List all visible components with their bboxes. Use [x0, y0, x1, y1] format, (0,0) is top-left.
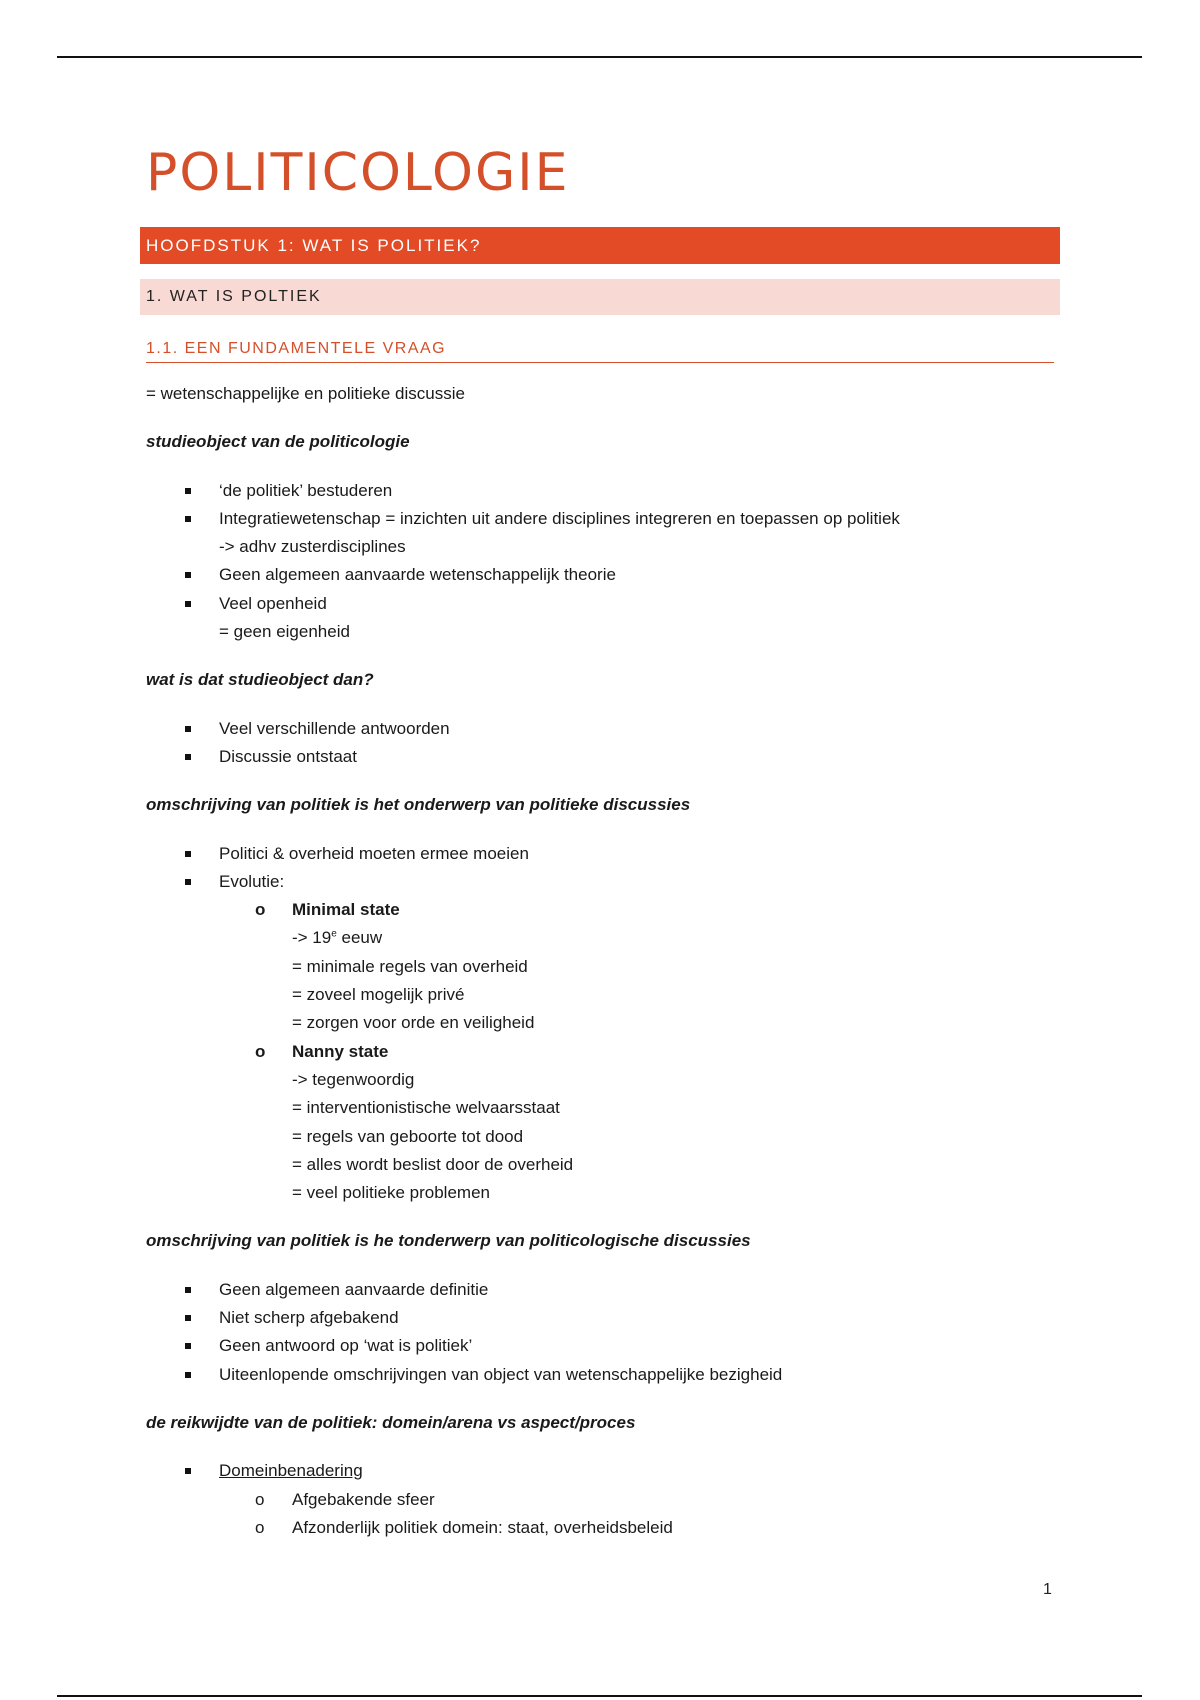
list-antwoorden	[146, 715, 1046, 772]
list-item: Niet scherp afgebakend	[146, 1304, 1046, 1332]
list-item: Veel verschillende antwoorden	[146, 715, 1046, 743]
document-title: POLITICOLOGIE	[146, 143, 570, 203]
list-item: Geen algemeen aanvaarde wetenschappelijk theorie	[146, 561, 1046, 589]
heading-politieke-discussies: omschrijving van politiek is het onderwerp van politieke discussies	[146, 795, 691, 815]
list-item: Geen algemeen aanvaarde definitie	[146, 1276, 1046, 1304]
list-item: Politici & overheid moeten ermee moeien	[146, 840, 1046, 868]
list-item: Geen antwoord op ‘wat is politiek’	[146, 1332, 1046, 1360]
list-item: Veel openheid = geen eigenheid	[146, 590, 1046, 647]
subsection-heading: 1.1. EEN FUNDAMENTELE VRAAG	[146, 340, 1054, 363]
list-item-minimal-state: o Minimal state -> $19^e$ eeuw = minimale regels van overheid = zoveel mogelijk privé = zorgen voor orde en veiligheid	[146, 896, 1046, 1037]
list-item: Uiteenlopende omschrijvingen van object van wetenschappelijke bezigheid	[146, 1361, 1046, 1389]
list-politieke-discussies	[146, 840, 1046, 1208]
list-item: o Afgebakende sfeer	[146, 1486, 1046, 1514]
document-body	[146, 380, 1046, 1542]
list-politicologische-discussies	[146, 1276, 1046, 1389]
list-item-nanny-state: o Nanny state -> tegenwoordig = interventionistische welvaarsstaat = regels van geboorte tot dood = alles wordt beslist door de overheid = veel politieke problemen	[146, 1038, 1046, 1208]
list-item: o Afzonderlijk politiek domein: staat, overheidsbeleid	[146, 1514, 1046, 1542]
footer-rule	[57, 1695, 1142, 1697]
intro-text: = wetenschappelijke en politieke discussie	[146, 384, 465, 403]
page-number: 1	[1043, 1581, 1052, 1598]
section-heading: 1. WAT IS POLTIEK	[140, 279, 1060, 315]
list-item: Integratiewetenschap = inzichten uit andere disciplines integreren en toepassen op politiek -> adhv zusterdisciplines	[146, 505, 1046, 562]
chapter-heading: HOOFDSTUK 1: WAT IS POLITIEK?	[140, 227, 1060, 264]
list-studieobject	[146, 477, 1046, 647]
list-reikwijdte	[146, 1457, 1046, 1542]
heading-studieobject: studieobject van de politicologie	[146, 432, 410, 452]
list-item: Domeinbenadering	[146, 1457, 1046, 1485]
heading-reikwijdte: de reikwijdte van de politiek: domein/arena vs aspect/proces	[146, 1412, 636, 1432]
list-item: Discussie ontstaat	[146, 743, 1046, 771]
list-item: ‘de politiek’ bestuderen	[146, 477, 1046, 505]
header-rule	[57, 56, 1142, 58]
heading-politicologische-discussies: omschrijving van politiek is he tonderwerp van politicologische discussies	[146, 1231, 751, 1251]
heading-wat-is-studieobject: wat is dat studieobject dan?	[146, 670, 374, 690]
list-item: Evolutie:	[146, 868, 1046, 896]
